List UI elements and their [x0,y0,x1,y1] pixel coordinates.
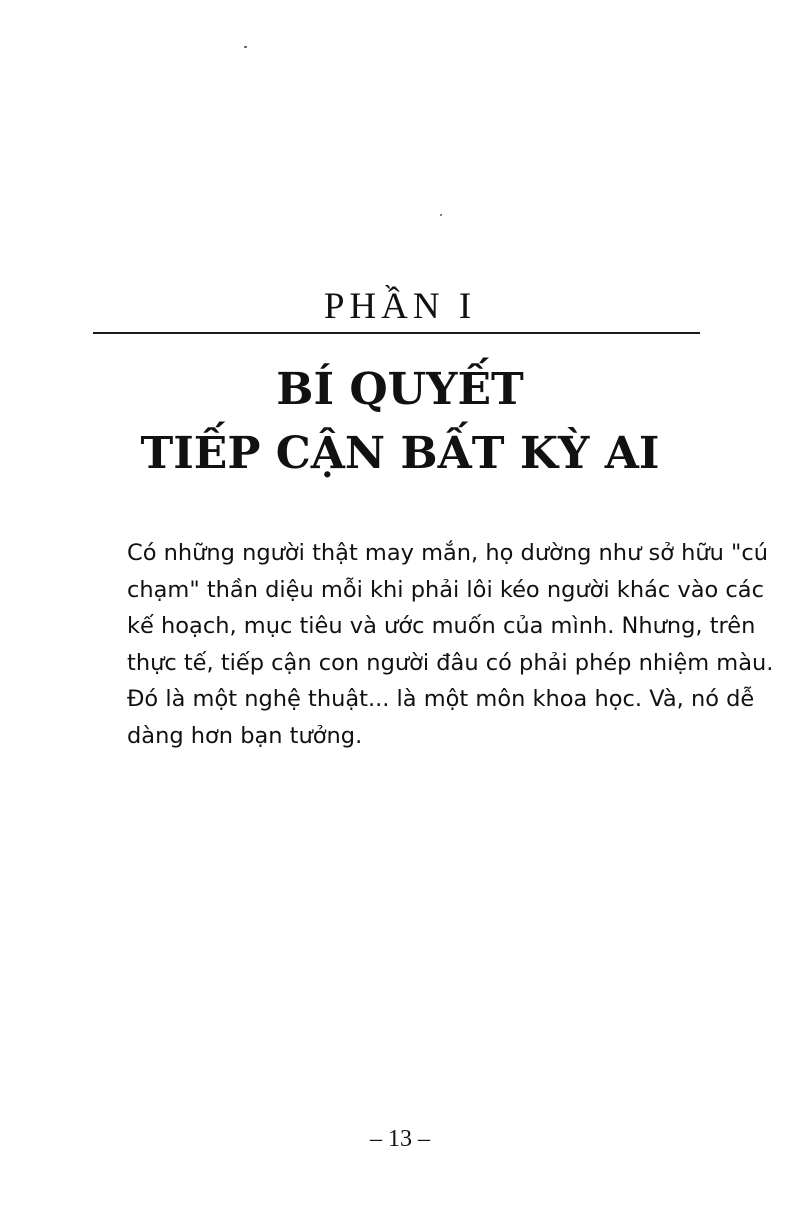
scan-speck [244,46,247,48]
page-number: – 13 – [370,1126,430,1152]
paragraph-line: dàng hơn bạn tưởng. [127,722,363,749]
paragraph-line: Có những người thật may mắn, họ dường như sở hữu "cú [127,540,769,566]
paragraph-line: kế hoạch, mục tiêu và ước muốn của mình. Nhưng, trên [127,613,756,639]
paragraph-line: thực tế, tiếp cận con người đâu có phải phép nhiệm màu. [127,649,774,676]
scan-speck [440,214,442,216]
section-divider [93,332,700,334]
paragraph-line: chạm" thần diệu mỗi khi phải lôi kéo người khác vào các [127,576,764,603]
body-paragraph [127,535,774,754]
chapter-title-line: TIẾP CẬN BẤT KỲ AI [140,428,660,479]
section-label: PHẦN I [323,286,477,327]
chapter-title-line: BÍ QUYẾT [276,364,524,415]
chapter-title [0,358,800,486]
paragraph-line: Đó là một nghệ thuật... là một môn khoa học. Và, nó dễ [127,686,755,712]
